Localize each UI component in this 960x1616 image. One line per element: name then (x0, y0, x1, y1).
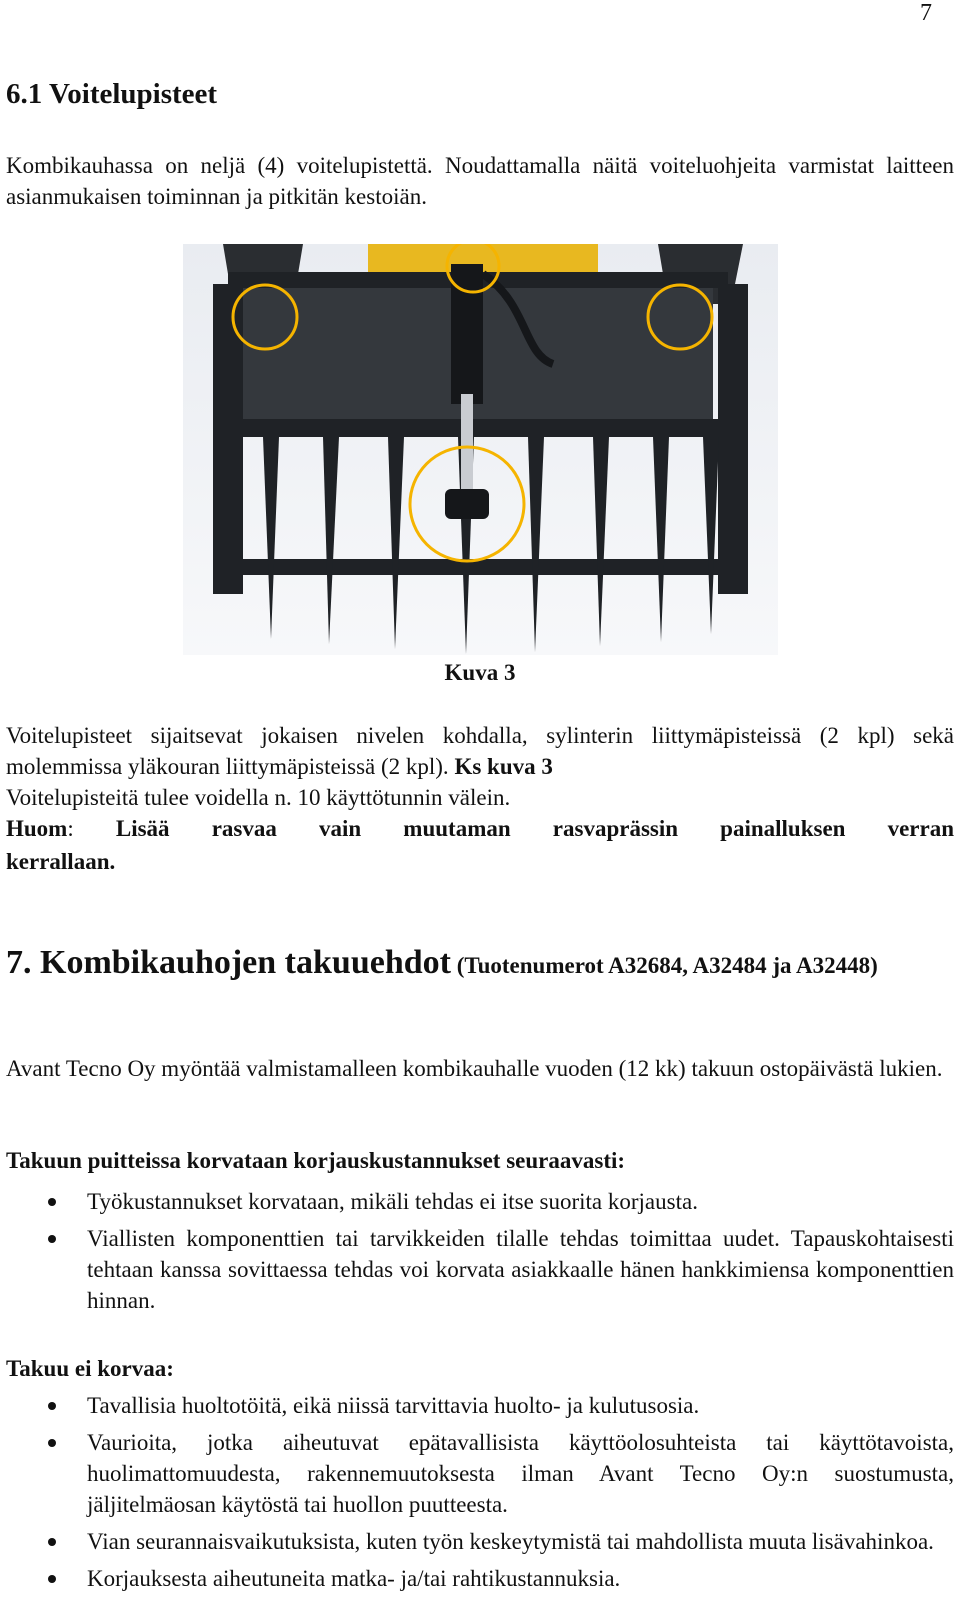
right-side-frame (718, 284, 748, 594)
list-item: Viallisten komponenttien tai tarvikkeiden tilalle tehdas toimittaa uudet. Tapauskohtaisesti tehtaan kanssa sovittaessa tehdas voi korvata asiakkaalle hänen hankkimiensa komponenttien hinnan. (0, 1223, 954, 1316)
excludes-list (0, 1390, 954, 1600)
middle-beam (233, 419, 728, 437)
bullet-icon (48, 1575, 56, 1583)
list-item: Tavallisia huoltotöitä, eikä niissä tarvittavia huolto- ja kulutusosia. (0, 1390, 954, 1421)
excludes-heading: Takuu ei korvaa: (6, 1356, 174, 1381)
figure-caption: Kuva 3 (444, 660, 516, 685)
warranty-title-sub: (Tuotenumerot A32684, A32484 ja A32448) (456, 953, 878, 978)
note-label: Huom (6, 816, 68, 841)
bullet-icon (48, 1439, 56, 1447)
covers-list (0, 1186, 954, 1322)
lube-note-line-2: kerrallaan. (6, 849, 116, 874)
bullet-icon (48, 1235, 56, 1243)
note-separator: : (67, 816, 116, 841)
warranty-intro: Avant Tecno Oy myöntää valmistamalleen kombikauhalle vuoden (12 kk) takuun ostopäivästä lukien. (6, 1056, 943, 1081)
note-text: Lisää rasvaa vain muutaman rasvaprässin painalluksen verran (115, 816, 954, 841)
figure-reference: Ks kuva 3 (454, 754, 553, 779)
lube-location-paragraph (6, 720, 954, 782)
section-title: 6.1 Voitelupisteet (6, 78, 218, 110)
list-item: Vian seurannaisvaikutuksista, kuten työn keskeytymistä tai mahdollista muuta lisävahinkoa. (0, 1526, 954, 1557)
intro-paragraph: Kombikauhassa on neljä (4) voitelupistettä. Noudattamalla näitä voiteluohjeita varmistat laitteen asianmukaisen toiminnan ja pitkitän kestoiän. (6, 153, 954, 209)
list-item: Työkustannukset korvataan, mikäli tehdas ei itse suorita korjausta. (0, 1186, 954, 1217)
page-number: 7 (920, 0, 932, 26)
bullet-icon (48, 1538, 56, 1546)
list-item: Vaurioita, jotka aiheutuvat epätavallisista käyttöolosuhteista tai käyttötavoista, huolimattomuudesta, rakennemuutoksesta ilman Avant Tecno Oy:n suostumusta, jäljitelmäosan käytöstä tai huollon puutteesta. (0, 1427, 954, 1520)
figure-grapple-bucket-photo (183, 244, 778, 655)
cylinder-rod (461, 394, 473, 504)
lube-interval-text: Voitelupisteitä tulee voidella n. 10 käyttötunnin välein. (6, 785, 511, 810)
cylinder-joint (445, 489, 489, 519)
left-side-frame (213, 284, 243, 594)
lube-note-line-1 (6, 813, 954, 844)
list-item: Korjauksesta aiheutuneita matka- ja/tai rahtikustannuksia. (0, 1563, 954, 1594)
bullet-icon (48, 1402, 56, 1410)
warranty-title (6, 945, 954, 984)
bottom-beam (213, 559, 748, 575)
lube-location-text: Voitelupisteet sijaitsevat jokaisen nivelen kohdalla, sylinterin liittymäpisteissä (2 kpl) sekä molemmissa yläkouran liittymäpisteissä (2 kpl). (6, 723, 954, 779)
grapple-bucket-illustration (183, 244, 778, 655)
bullet-icon (48, 1198, 56, 1206)
covers-heading: Takuun puitteissa korvataan korjauskustannukset seuraavasti: (6, 1148, 626, 1173)
warranty-title-main: 7. Kombikauhojen takuuehdot (6, 944, 451, 981)
